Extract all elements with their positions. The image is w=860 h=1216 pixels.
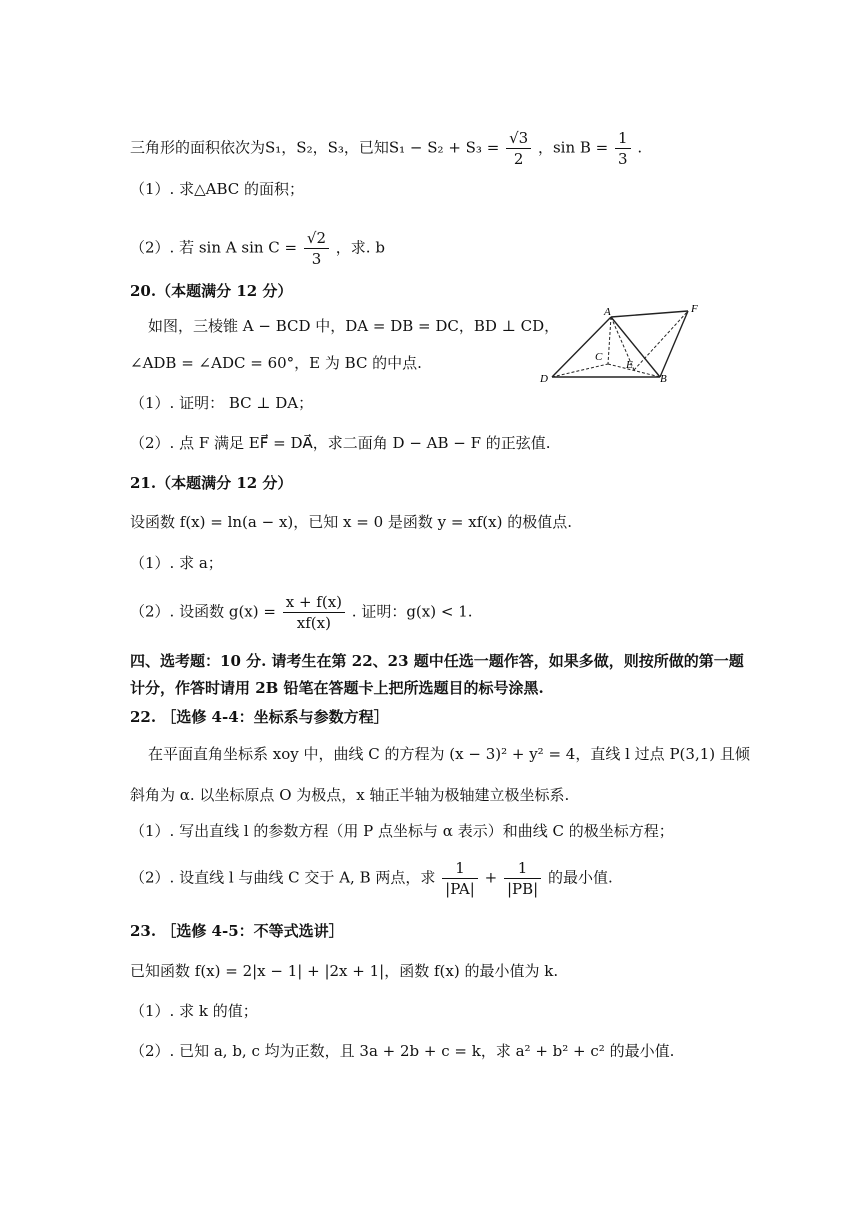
q19-part2-tail: ，求. b: [335, 238, 385, 257]
q21-part1: （1）. 求 a；: [130, 554, 223, 572]
fraction-denominator: 3: [618, 150, 628, 168]
q19-fraction-sqrt3-over-2: [506, 128, 531, 169]
q22-part2-lead: （2）. 设直线 l 与曲线 C 交于 A, B 两点，求: [130, 868, 436, 887]
q22-part1: （1）. 写出直线 l 的参数方程（用 P 点坐标与 α 表示）和曲线 C 的极坐标方程；: [130, 822, 674, 840]
q23-heading: 23. ［选修 4-5：不等式选讲］: [130, 922, 344, 940]
figure-label-E: E: [626, 359, 633, 371]
section4-instructions-line2: 计分，作答时请用 2B 铅笔在答题卡上把所选题目的标号涂黑.: [130, 679, 544, 697]
fraction-numerator: x + f(x): [283, 592, 345, 613]
q19-part2-lead: （2）. 若 sin A sin C =: [130, 238, 298, 257]
figure-label-B: B: [660, 373, 667, 384]
tetrahedron-figure: [538, 302, 713, 384]
fraction-denominator: 2: [513, 150, 524, 168]
fraction-numerator: 1: [442, 858, 478, 879]
q22-part2: [130, 858, 613, 899]
q21-part2-lead: （2）. 设函数 g(x) =: [130, 602, 276, 621]
q22-line1: 在平面直角坐标系 xoy 中，曲线 C 的方程为 (x − 3)² + y² = 4，直线 l 过点 P(3,1) 且倾: [148, 745, 750, 763]
q23-part2: （2）. 已知 a, b, c 均为正数，且 3a + 2b + c = k，求 a² + b² + c² 的最小值.: [130, 1042, 675, 1060]
q19-fraction-sqrt2-over-3: [304, 228, 329, 269]
plus-sign: +: [484, 868, 498, 887]
section4-instructions-line1: 四、选考题：10 分. 请考生在第 22、23 题中任选一题作答，如果多做，则按所做的第一题: [130, 652, 744, 670]
q23-part1: （1）. 求 k 的值；: [130, 1002, 258, 1020]
fraction-denominator: 3: [311, 250, 322, 268]
q21-line1: 设函数 f(x) = ln(a − x)，已知 x = 0 是函数 y = xf(x) 的极值点.: [130, 513, 572, 531]
q22-part2-tail: 的最小值.: [547, 868, 613, 887]
figure-label-C: C: [595, 351, 603, 363]
q19-sinB-text: ，sin B =: [537, 138, 609, 157]
q20-part1: （1）. 证明： BC ⊥ DA；: [130, 394, 314, 412]
q21-fraction-g: [283, 592, 345, 633]
q21-heading: 21.（本题满分 12 分）: [130, 474, 293, 492]
q22-heading: 22. ［选修 4-4：坐标系与参数方程］: [130, 708, 389, 726]
q19-intro-line: [130, 128, 642, 169]
figure-label-D: D: [540, 373, 548, 384]
q22-line2: 斜角为 α. 以坐标原点 O 为极点，x 轴正半轴为极轴建立极坐标系.: [130, 786, 570, 804]
fraction-denominator: |PB|: [506, 880, 539, 898]
fraction-denominator: xf(x): [296, 614, 331, 632]
q22-fraction-1-over-PA: [442, 858, 478, 899]
figure-label-A: A: [604, 306, 611, 318]
fraction-denominator: |PA|: [445, 880, 475, 898]
q22-fraction-1-over-PB: [504, 858, 541, 899]
q19-part2: [130, 228, 385, 269]
fraction-numerator: √3: [506, 128, 531, 149]
q21-part2-tail: . 证明：g(x) < 1.: [351, 602, 473, 621]
fraction-numerator: √2: [304, 228, 329, 249]
q21-part2: [130, 592, 473, 633]
q23-line1: 已知函数 f(x) = 2|x − 1| + |2x + 1|，函数 f(x) 的最小值为 k.: [130, 962, 559, 980]
q19-fraction-1-over-3: [615, 128, 631, 169]
q20-line1: 如图，三棱锥 A − BCD 中，DA = DB = DC，BD ⊥ CD，: [148, 317, 560, 335]
q19-part1: （1）. 求△ABC 的面积；: [130, 180, 304, 198]
figure-label-F: F: [691, 303, 698, 315]
q20-part2: （2）. 点 F 满足 EF⃗ = DA⃗，求二面角 D − AB − F 的正弦值.: [130, 434, 551, 452]
fraction-numerator: 1: [504, 858, 541, 879]
q19-intro-text: 三角形的面积依次为S₁，S₂，S₃，已知S₁ − S₂ + S₃ =: [130, 138, 500, 157]
q19-period: .: [637, 138, 643, 157]
q20-line2: ∠ADB = ∠ADC = 60°，E 为 BC 的中点.: [130, 354, 422, 372]
q20-heading: 20.（本题满分 12 分）: [130, 282, 293, 300]
fraction-numerator: 1: [615, 128, 631, 149]
